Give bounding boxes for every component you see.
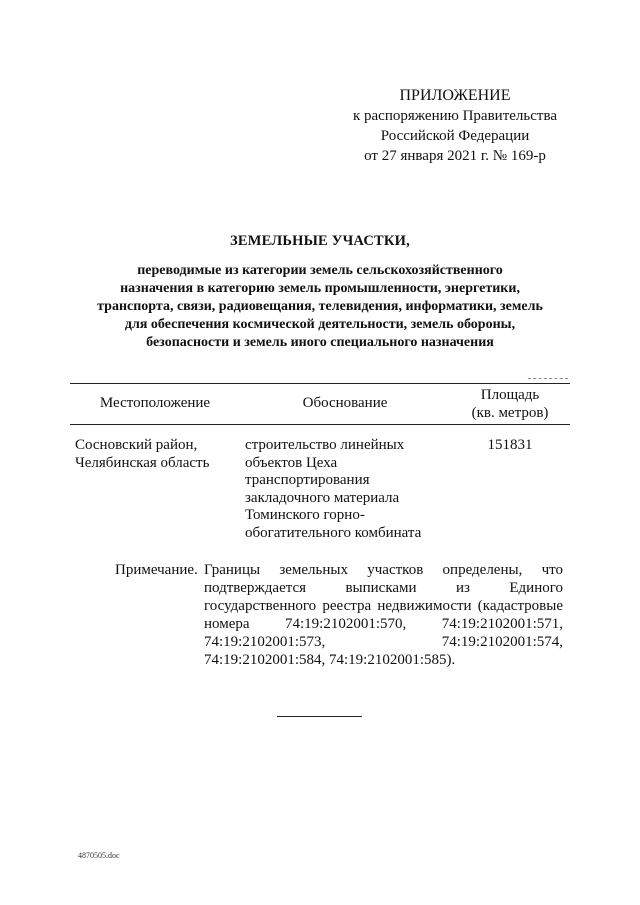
appendix-line: Российской Федерации xyxy=(380,128,530,144)
column-header-area-line: Площадь xyxy=(480,387,540,403)
note-line: 74:19:2102001:584, 74:19:2102001:585). xyxy=(204,652,456,668)
basis-line: строительство линейных xyxy=(245,437,405,453)
note-label: Примечание. xyxy=(115,562,198,578)
location-line: Челябинская область xyxy=(75,454,210,471)
appendix-block xyxy=(330,86,580,166)
subtitle-line: транспорта, связи, радиовещания, телевидения, информатики, земель xyxy=(97,299,543,314)
note-line: 74:19:2102001:573, 74:19:2102001:574, xyxy=(204,634,563,650)
appendix-heading: ПРИЛОЖЕНИЕ xyxy=(399,87,511,104)
column-header-area-line: (кв. метров) xyxy=(471,405,549,421)
note-text xyxy=(204,561,563,669)
note-line: подтверждается выписками из Единого xyxy=(204,580,563,596)
note-line: Границы земельных участков определены, что xyxy=(204,562,563,578)
basis-line: обогатительного комбината xyxy=(245,524,422,541)
basis-line: объектов Цеха xyxy=(245,454,338,471)
table-cell-area: 151831 xyxy=(487,437,533,453)
note-line: государственного реестра недвижимости (кадастровые xyxy=(204,598,563,614)
note-line: номера 74:19:2102001:570, 74:19:2102001:571, xyxy=(204,616,563,632)
subtitle-line: переводимые из категории земель сельскохозяйственного xyxy=(137,263,503,278)
file-code: 4870505.doc xyxy=(78,851,120,860)
basis-line: закладочного материала xyxy=(245,489,400,506)
table-header-border xyxy=(70,424,570,425)
location-line: Сосновский район, xyxy=(75,437,198,453)
document-title: ЗЕМЕЛЬНЫЕ УЧАСТКИ, xyxy=(230,233,410,249)
appendix-line: к распоряжению Правительства xyxy=(352,108,557,124)
basis-line: Томинского горно- xyxy=(245,507,365,523)
subtitle-line: безопасности и земель иного специального назначения xyxy=(146,335,494,350)
table-cell-basis xyxy=(245,437,450,542)
column-header-area xyxy=(450,386,570,422)
column-header-basis: Обоснование xyxy=(302,395,388,411)
table-corner-mark xyxy=(528,378,568,379)
basis-line: транспортирования xyxy=(245,472,370,488)
column-header-location: Местоположение xyxy=(99,395,211,411)
table-top-border xyxy=(70,383,570,384)
document-subtitle xyxy=(60,262,580,352)
end-separator xyxy=(277,716,362,717)
subtitle-line: для обеспечения космической деятельности, земель обороны, xyxy=(124,317,516,332)
appendix-line: от 27 января 2021 г. № 169-р xyxy=(364,148,546,164)
subtitle-line: назначения в категорию земель промышленности, энергетики, xyxy=(120,281,520,296)
table-cell-location xyxy=(75,437,240,472)
